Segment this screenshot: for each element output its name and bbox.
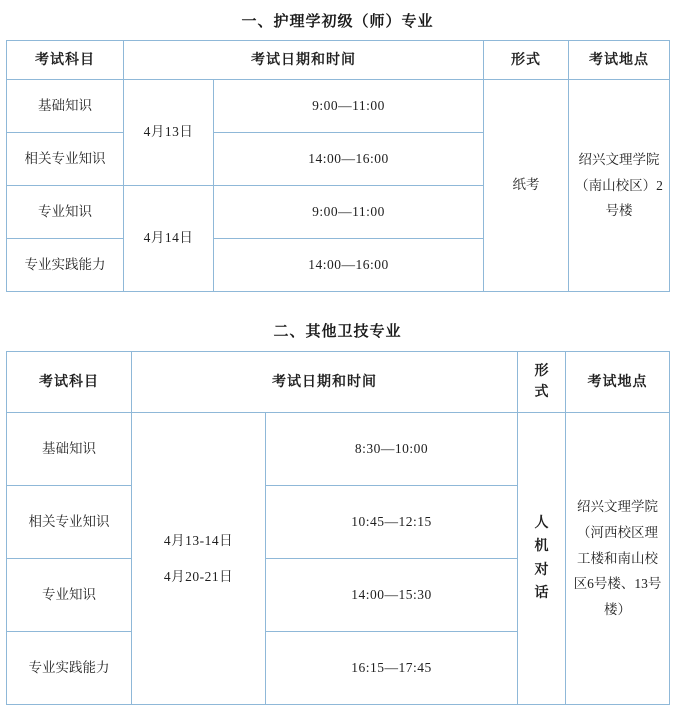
cell-date-first: 4月13-14日 — [163, 533, 234, 549]
cell-form: 纸考 — [484, 80, 569, 292]
cell-subject: 专业知识 — [7, 186, 124, 239]
cell-date: 4月14日 — [124, 186, 214, 292]
header-datetime: 考试日期和时间 — [124, 41, 484, 80]
table-header-row — [7, 352, 670, 413]
cell-subject: 专业知识 — [7, 559, 132, 632]
table-row — [7, 413, 670, 486]
cell-time: 14:00—16:00 — [214, 239, 484, 292]
header-place: 考试地点 — [566, 352, 670, 413]
cell-subject: 专业实践能力 — [7, 239, 124, 292]
table-row — [7, 80, 670, 133]
cell-time: 10:45—12:15 — [266, 486, 518, 559]
header-form — [518, 352, 566, 413]
cell-subject: 基础知识 — [7, 80, 124, 133]
header-place: 考试地点 — [569, 41, 670, 80]
cell-time: 9:00—11:00 — [214, 80, 484, 133]
header-subject: 考试科目 — [7, 41, 124, 80]
cell-place: 绍兴文理学院（河西校区理工楼和南山校区6号楼、13号楼） — [566, 413, 670, 705]
cell-date-second: 4月20-21日 — [163, 568, 234, 584]
document-page — [0, 10, 675, 705]
cell-place: 绍兴文理学院（南山校区）2号楼 — [569, 80, 670, 292]
cell-subject: 相关专业知识 — [7, 486, 132, 559]
cell-subject: 基础知识 — [7, 413, 132, 486]
cell-form — [518, 413, 566, 705]
cell-subject: 专业实践能力 — [7, 632, 132, 705]
cell-time: 14:00—15:30 — [266, 559, 518, 632]
cell-subject: 相关专业知识 — [7, 133, 124, 186]
header-datetime: 考试日期和时间 — [132, 352, 518, 413]
header-form-text: 形式 — [534, 364, 550, 400]
exam-schedule-table-nursing — [6, 40, 670, 292]
header-form: 形式 — [484, 41, 569, 80]
cell-date: 4月13日 — [124, 80, 214, 186]
cell-time: 16:15—17:45 — [266, 632, 518, 705]
cell-time: 8:30—10:00 — [266, 413, 518, 486]
cell-time: 14:00—16:00 — [214, 133, 484, 186]
cell-time: 9:00—11:00 — [214, 186, 484, 239]
cell-form-text: 人机对话 — [534, 516, 550, 601]
section-title-nursing: 一、护理学初级（师）专业 — [241, 14, 434, 30]
section-title-other: 二、其他卫技专业 — [273, 324, 402, 340]
exam-schedule-table-other — [6, 351, 670, 705]
table-header-row — [7, 41, 670, 80]
cell-dates — [132, 413, 266, 705]
header-subject: 考试科目 — [7, 352, 132, 413]
